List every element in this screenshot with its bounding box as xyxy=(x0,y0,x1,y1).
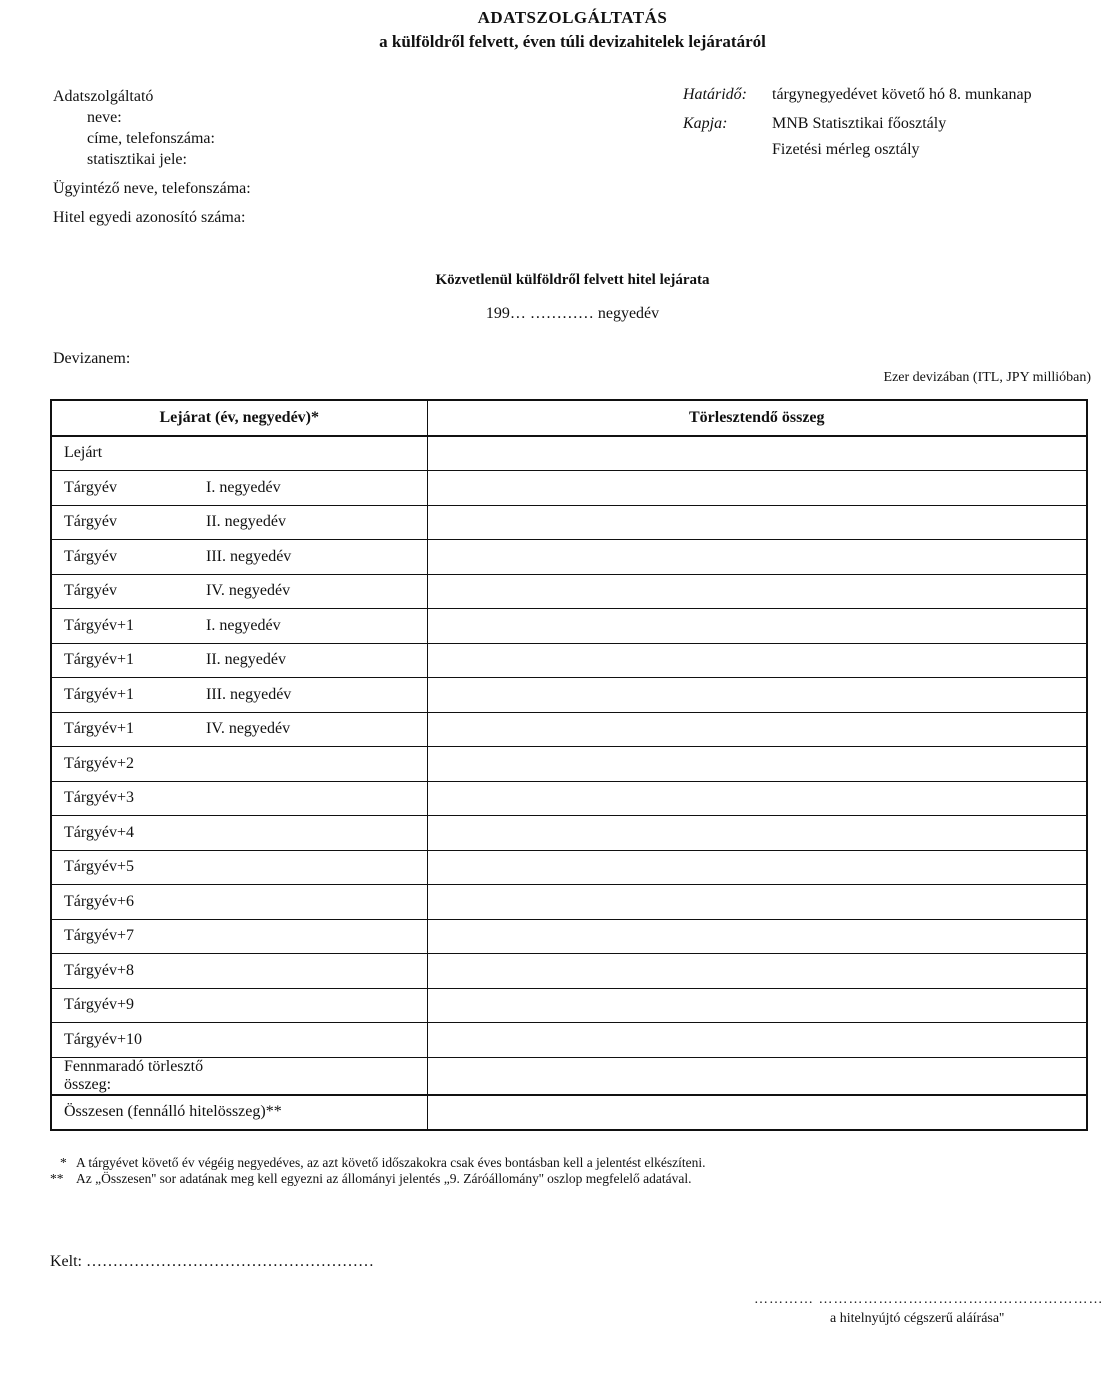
amount-cell[interactable] xyxy=(427,1057,1087,1095)
amount-cell[interactable] xyxy=(427,505,1087,540)
maturity-cell xyxy=(51,781,427,816)
signature-label: a hitelnyújtó cégszerű aláírása'' xyxy=(830,1311,1005,1326)
maturity-cell xyxy=(51,954,427,989)
maturity-cell xyxy=(51,471,427,506)
maturity-year-label: Tárgyév+8 xyxy=(64,961,135,979)
maturity-cell xyxy=(51,540,427,575)
maturity-cell xyxy=(51,712,427,747)
maturity-year-label: Tárgyév xyxy=(64,582,118,600)
table-row xyxy=(51,816,1087,851)
maturity-quarter-label: III. negyedév xyxy=(206,685,292,703)
maturity-cell xyxy=(51,988,427,1023)
maturity-year-label: Tárgyév+1 xyxy=(64,616,135,634)
maturity-cell xyxy=(51,609,427,644)
maturity-table xyxy=(50,399,1088,1131)
amount-cell[interactable] xyxy=(427,436,1087,471)
loan-id-label: Hitel egyedi azonosító száma: xyxy=(53,209,246,226)
table-row xyxy=(51,574,1087,609)
maturity-quarter-label: II. negyedév xyxy=(206,651,286,669)
maturity-year-label: Tárgyév+6 xyxy=(64,892,135,910)
table-row xyxy=(51,471,1087,506)
amount-cell[interactable] xyxy=(427,781,1087,816)
amount-cell[interactable] xyxy=(427,919,1087,954)
maturity-cell xyxy=(51,816,427,851)
table-row xyxy=(51,712,1087,747)
maturity-cell xyxy=(51,436,427,471)
maturity-year-label: Tárgyév+1 xyxy=(64,685,135,703)
amount-cell[interactable] xyxy=(427,643,1087,678)
clerk-label: Ügyintéző neve, telefonszáma: xyxy=(53,180,251,197)
maturity-year-label: Tárgyév xyxy=(64,547,118,565)
deadline-value: tárgynegyedévet követő hó 8. munkanap xyxy=(772,86,1032,103)
footnote-2: Az „Összesen'' sor adatának meg kell egyezni az állományi jelentés „9. Záróállomány'' oszlop megfelelő adatával. xyxy=(76,1171,692,1186)
maturity-year-label: Tárgyév+3 xyxy=(64,789,135,807)
column-header-maturity: Lejárat (év, negyedév)* xyxy=(51,400,427,436)
provider-stat-code-label: statisztikai jele: xyxy=(87,151,187,168)
table-row xyxy=(51,1057,1087,1095)
total-row xyxy=(51,1095,1087,1131)
maturity-year-label: Lejárt xyxy=(64,444,103,462)
table-header-row xyxy=(51,400,1087,436)
quarter-line: 199… ………… negyedév xyxy=(485,305,660,322)
unit-note: Ezer devizában (ITL, JPY millióban) xyxy=(883,370,1091,385)
maturity-cell xyxy=(51,505,427,540)
maturity-cell xyxy=(51,1023,427,1058)
amount-cell[interactable] xyxy=(427,471,1087,506)
amount-cell[interactable] xyxy=(427,747,1087,782)
maturity-quarter-label: IV. negyedév xyxy=(206,582,291,600)
footnote-1-mark: * xyxy=(60,1155,67,1170)
amount-cell[interactable] xyxy=(427,988,1087,1023)
amount-cell[interactable] xyxy=(427,712,1087,747)
maturity-cell xyxy=(51,574,427,609)
table-row xyxy=(51,954,1087,989)
date-place-field[interactable]: Kelt: ……………………………………………… xyxy=(50,1253,374,1270)
maturity-cell xyxy=(51,747,427,782)
column-header-amount: Törlesztendő összeg xyxy=(427,400,1087,436)
form-subtitle: a külföldről felvett, éven túli devizahitelek lejáratáról xyxy=(379,32,766,51)
table-row xyxy=(51,747,1087,782)
table-row xyxy=(51,505,1087,540)
maturity-cell xyxy=(51,643,427,678)
maturity-year-label: Tárgyév+10 xyxy=(64,1030,143,1048)
maturity-quarter-label: I. negyedév xyxy=(206,478,281,496)
maturity-year-label: Tárgyév+2 xyxy=(64,754,135,772)
total-label: Összesen (fennálló hitelösszeg)** xyxy=(51,1095,427,1131)
table-row xyxy=(51,850,1087,885)
table-row xyxy=(51,919,1087,954)
maturity-cell xyxy=(51,1057,427,1095)
amount-cell[interactable] xyxy=(427,678,1087,713)
section-title: Közvetlenül külföldről felvett hitel lejárata xyxy=(435,272,710,288)
recipient-line-1: MNB Statisztikai főosztály xyxy=(772,115,947,132)
provider-name-label: neve: xyxy=(87,109,122,126)
table-row xyxy=(51,1023,1087,1058)
amount-cell[interactable] xyxy=(427,609,1087,644)
maturity-quarter-label: II. negyedév xyxy=(206,513,286,531)
provider-label: Adatszolgáltató xyxy=(53,88,154,105)
maturity-year-label: Tárgyév xyxy=(64,478,118,496)
amount-cell[interactable] xyxy=(427,1023,1087,1058)
table-row xyxy=(51,609,1087,644)
amount-cell[interactable] xyxy=(427,850,1087,885)
maturity-cell xyxy=(51,919,427,954)
maturity-quarter-label: IV. negyedév xyxy=(206,720,291,738)
maturity-cell xyxy=(51,885,427,920)
total-amount-cell[interactable] xyxy=(427,1095,1087,1131)
footnote-2-mark: ** xyxy=(50,1171,64,1186)
maturity-quarter-label: III. negyedév xyxy=(206,547,292,565)
table-row xyxy=(51,885,1087,920)
form-title: ADATSZOLGÁLTATÁS xyxy=(477,8,668,27)
maturity-year-label: Tárgyév+7 xyxy=(64,927,135,945)
maturity-year-label: Tárgyév+1 xyxy=(64,651,135,669)
maturity-cell xyxy=(51,678,427,713)
signature-line[interactable]: ………… ………………………………………………… xyxy=(754,1292,1104,1307)
table-row xyxy=(51,678,1087,713)
table-row xyxy=(51,988,1087,1023)
maturity-year-label: Fennmaradó törlesztő összeg: xyxy=(64,1057,204,1093)
amount-cell[interactable] xyxy=(427,574,1087,609)
amount-cell[interactable] xyxy=(427,540,1087,575)
recipient-label: Kapja: xyxy=(683,115,728,132)
table-row xyxy=(51,643,1087,678)
table-row xyxy=(51,781,1087,816)
provider-address-label: címe, telefonszáma: xyxy=(87,130,215,147)
maturity-year-label: Tárgyév+4 xyxy=(64,823,135,841)
table-row xyxy=(51,540,1087,575)
maturity-year-label: Tárgyév+9 xyxy=(64,996,135,1014)
amount-cell[interactable] xyxy=(427,885,1087,920)
maturity-year-label: Tárgyév xyxy=(64,513,118,531)
amount-cell[interactable] xyxy=(427,816,1087,851)
footnote-1: A tárgyévet követő év végéig negyedéves, az azt követő időszakokra csak éves bontásban kell a jelentést elkészíteni. xyxy=(76,1155,706,1170)
maturity-quarter-label: I. negyedév xyxy=(206,616,281,634)
maturity-cell xyxy=(51,850,427,885)
deadline-label: Határidő: xyxy=(683,86,747,103)
amount-cell[interactable] xyxy=(427,954,1087,989)
currency-label: Devizanem: xyxy=(53,350,131,367)
table-row xyxy=(51,436,1087,471)
recipient-line-2: Fizetési mérleg osztály xyxy=(772,141,920,158)
maturity-year-label: Tárgyév+1 xyxy=(64,720,135,738)
maturity-year-label: Tárgyév+5 xyxy=(64,858,135,876)
